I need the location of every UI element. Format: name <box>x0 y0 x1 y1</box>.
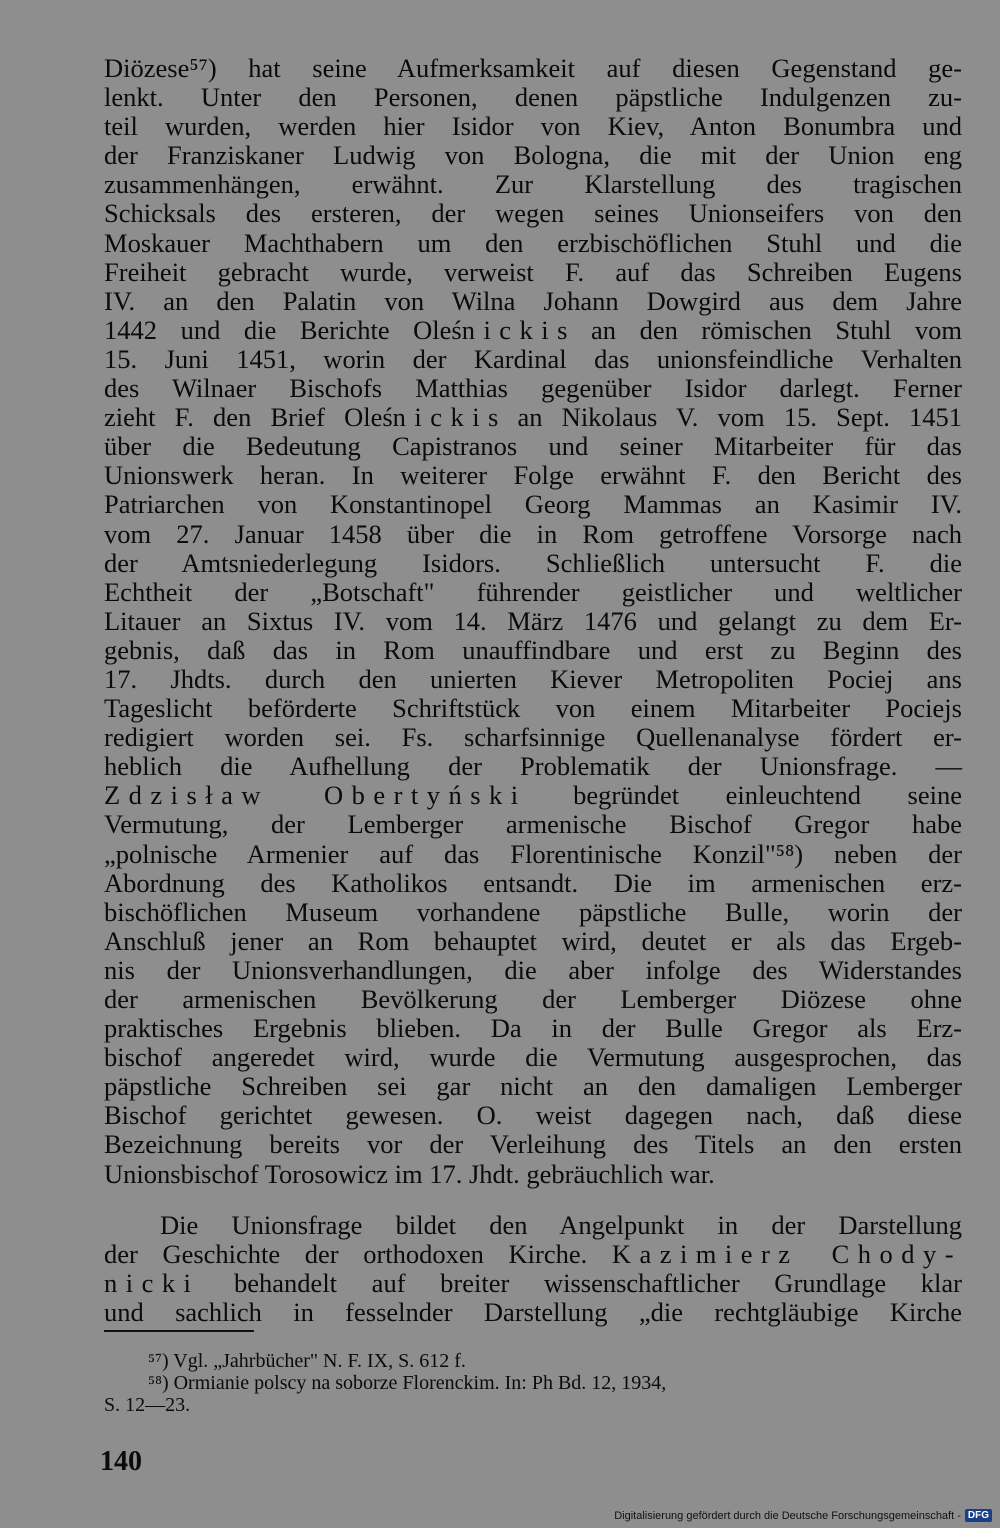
text-line: Diözese⁵⁷) hat seine Aufmerksamkeit auf diesen Gegenstand ge- <box>104 53 962 83</box>
text-line: des Wilnaer Bischofs Matthias gegenüber Isidor darlegt. Ferner <box>104 373 962 404</box>
spaced-author-name: Zdzisław Obertyński <box>104 780 527 811</box>
footnote-58: ⁵⁸) Ormianie polscy na soborze Florenckim. In: Ph Bd. 12, 1934, <box>148 1372 667 1394</box>
text-line: IV. an den Palatin von Wilna Johann Dowgird aus dem Jahre <box>104 285 962 316</box>
text-line: Bischof gerichtet gewesen. O. weist dagegen nach, daß diese <box>104 1100 962 1131</box>
text-line: Schicksals des ersteren, der wegen seines Unionseifers von den <box>104 198 962 229</box>
text-line: zieht F. den Brief Oleśnickis an Nikolaus V. vom 15. Sept. 1451 <box>104 402 962 433</box>
spaced-author-name: nicki <box>461 314 558 345</box>
dfg-logo-icon: DFG <box>965 1509 992 1522</box>
text-line: praktisches Ergebnis blieben. Da in der Bulle Gregor als Erz- <box>104 1013 962 1044</box>
text-line: und sachlich in fesselnder Darstellung „die rechtgläubige Kirche <box>104 1296 962 1327</box>
text-line: 1442 und die Berichte Oleśnickis an den römischen Stuhl vom <box>104 314 962 345</box>
text-line: Anschluß jener an Rom behauptet wird, deutet er als das Ergeb- <box>104 925 962 956</box>
spaced-author-name: Kazimierz Chody- <box>611 1238 962 1269</box>
text-line: Freiheit gebracht wurde, verweist F. auf das Schreiben Eugens <box>104 256 962 287</box>
text-line: bischöflichen Museum vorhandene päpstliche Bulle, worin der <box>104 896 962 927</box>
footnote-rule <box>104 1330 254 1332</box>
text-line: der Franziskaner Ludwig von Bologna, die mit der Union eng <box>104 140 962 171</box>
text-line: Die Unionsfrage bildet den Angelpunkt in der Darstellung <box>160 1209 962 1240</box>
footnote-58-continued: S. 12—23. <box>104 1394 191 1416</box>
text-line: teil wurden, werden hier Isidor von Kiev, Anton Bonumbra und <box>104 111 962 142</box>
digitization-footer <box>614 1509 992 1522</box>
text-line: Vermutung, der Lemberger armenische Bischof Gregor habe <box>104 809 962 840</box>
page-number: 140 <box>100 1446 142 1477</box>
text-line: Unionswerk heran. In weiterer Folge erwähnt F. den Bericht des <box>104 460 962 491</box>
text-line: vom 27. Januar 1458 über die in Rom getroffene Vorsorge nach <box>104 518 962 549</box>
text-line: nis der Unionsverhandlungen, die aber infolge des Widerstandes <box>104 954 962 985</box>
text-line: 17. Jhdts. durch den unierten Kiever Metropoliten Pociej ans <box>104 663 962 694</box>
text-line: Tageslicht beförderte Schriftstück von einem Mitarbeiter Pociejs <box>104 693 962 724</box>
text-line: bischof angeredet wird, wurde die Vermutung ausgesprochen, das <box>104 1042 962 1073</box>
text-line: heblich die Aufhellung der Problematik der Unionsfrage. — <box>104 751 962 782</box>
paragraph-1 <box>104 54 962 1189</box>
text-line: „polnische Armenier auf das Florentinische Konzil"⁵⁸) neben der <box>104 838 962 869</box>
text-line: Echtheit der „Botschaft" führender geistlicher und weltlicher <box>104 576 962 607</box>
text-line: redigiert worden sei. Fs. scharfsinnige Quellenanalyse fördert er- <box>104 722 962 753</box>
page-body <box>104 54 962 1327</box>
text-line: Abordnung des Katholikos entsandt. Die im armenischen erz- <box>104 867 962 898</box>
text-line: der Geschichte der orthodoxen Kirche. Kazimierz Chody- <box>104 1238 962 1269</box>
footnote-57: ⁵⁷) Vgl. „Jahrbücher" N. F. IX, S. 612 f. <box>148 1350 466 1372</box>
footer-text: Digitalisierung gefördert durch die Deutsche Forschungsgemeinschaft - <box>614 1509 961 1522</box>
text-line: zusammenhängen, erwähnt. Zur Klarstellung des tragischen <box>104 169 962 200</box>
text-line: Zdzisław Obertyński begründet einleuchtend seine <box>104 780 962 811</box>
spaced-author-name: nicki <box>104 1267 200 1298</box>
paragraph-2 <box>104 1211 962 1327</box>
text-line: Patriarchen von Konstantinopel Georg Mammas an Kasimir IV. <box>104 489 962 520</box>
text-line: Moskauer Machthabern um den erzbischöflichen Stuhl und die <box>104 227 962 258</box>
text-line: Unionsbischof Torosowicz im 17. Jhdt. gebräuchlich war. <box>104 1158 715 1189</box>
text-line: Litauer an Sixtus IV. vom 14. März 1476 und gelangt zu dem Er- <box>104 605 962 636</box>
text-line: lenkt. Unter den Personen, denen päpstliche Indulgenzen zu- <box>104 82 962 113</box>
text-line: päpstliche Schreiben sei gar nicht an den damaligen Lemberger <box>104 1071 962 1102</box>
text-line: 15. Juni 1451, worin der Kardinal das unionsfeindliche Verhalten <box>104 343 962 374</box>
text-line: der armenischen Bevölkerung der Lemberger Diözese ohne <box>104 984 962 1014</box>
text-line: Bezeichnung bereits vor der Verleihung des Titels an den ersten <box>104 1129 962 1160</box>
spaced-author-name: nicki <box>392 402 489 433</box>
text-line: gebnis, daß das in Rom unauffindbare und erst zu Beginn des <box>104 634 962 665</box>
footnotes <box>104 1350 962 1416</box>
text-line: nicki behandelt auf breiter wissenschaftlicher Grundlage klar <box>104 1267 962 1298</box>
text-line: über die Bedeutung Capistranos und seiner Mitarbeiter für das <box>104 431 962 462</box>
text-line: der Amtsniederlegung Isidors. Schließlich untersucht F. die <box>104 547 962 578</box>
